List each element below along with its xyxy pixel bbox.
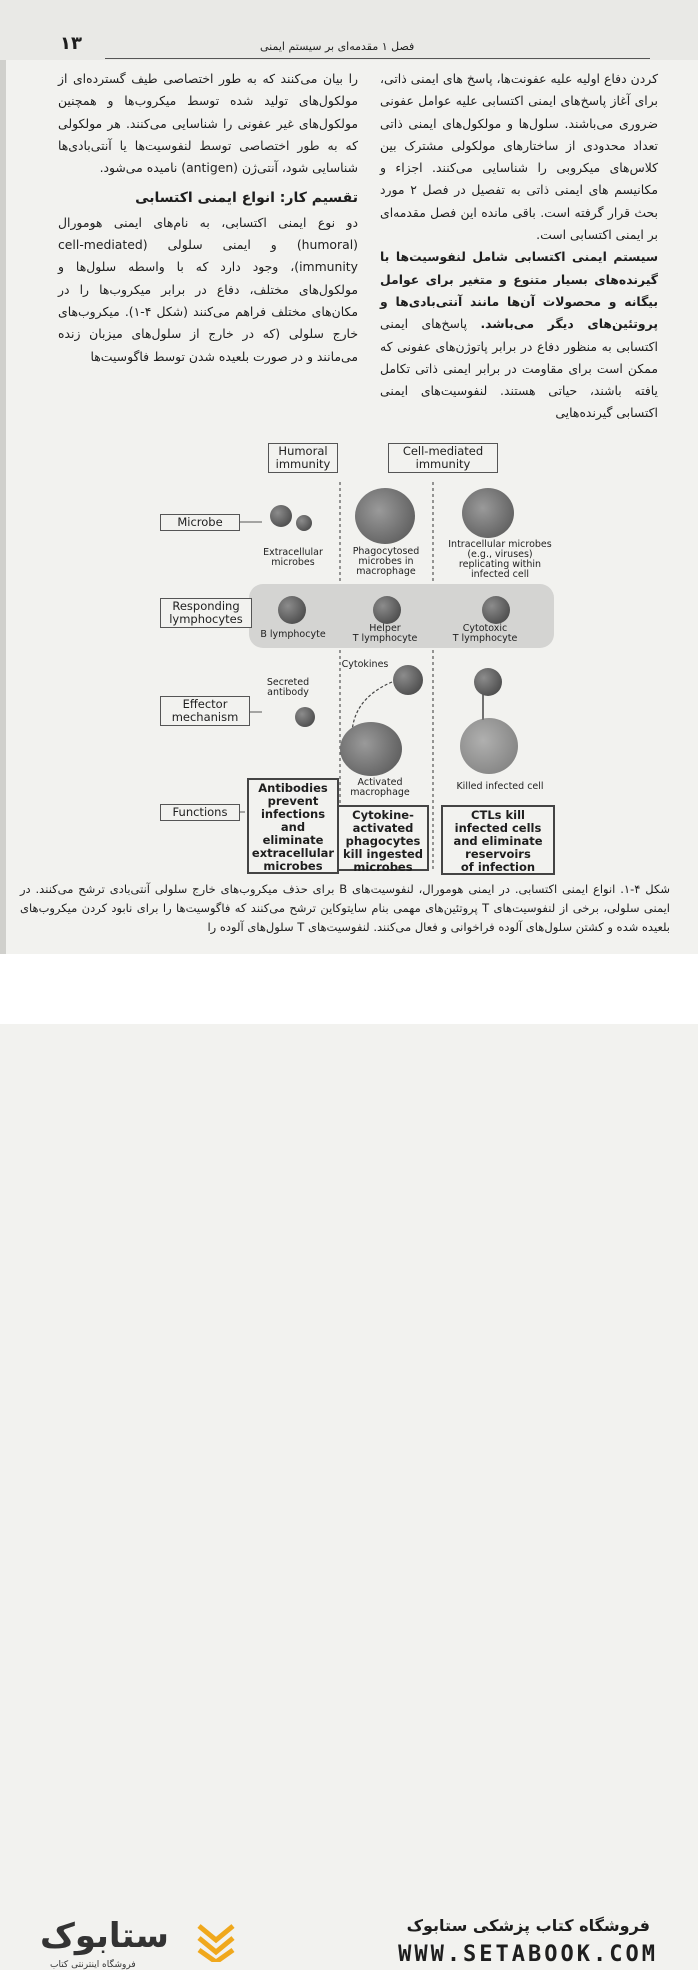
store-name: فروشگاه کتاب پزشکی ستابوک (406, 1916, 650, 1935)
left-paragraph-1: را بیان می‌کنند که به طور اختصاصی طیف گسترده‌ای از مولکول‌های تولید شده توسط میکروب‌ها و همچنین مولکول‌های غیر عفونی را شناسایی می‌کنند. هر مولکولی که به طور اختصاصی توسط لنفوسیت‌ها یا آنتی‌بادی‌ها شناسایی شود، آنتی‌ژن (antigen) نامیده می‌شود. (58, 71, 358, 176)
cytotoxic-t-cell-icon (482, 596, 510, 624)
label-secreted-antibody: Secreted antibody (266, 677, 310, 698)
page-number: ۱۳ (60, 33, 82, 54)
helper-t-effector-icon (393, 665, 423, 695)
section-title: تقسیم کار: انواع ایمنی اکتسابی (135, 190, 358, 207)
right-paragraph-2-bold: سیستم ایمنی اکتسابی شامل لنفوسیت‌ها با گیرنده‌های بسیار متنوع و متغیر برای عوامل بیگانه و محصولات آن‌ها مانند آنتی‌بادی‌ها و پروتئین‌های دیگر می‌باشد. (380, 249, 658, 332)
store-logo-subtitle: فروشگاه اینترنتی کتاب (50, 1960, 136, 1970)
cell-mediated-header: Cell-mediated immunity (388, 443, 498, 473)
antibody-microbe-icon (295, 707, 315, 727)
figure-caption: شکل ۴-۱. انواع ایمنی اکتسابی. در ایمنی هومورال، لنفوسیت‌های B برای حذف میکروب‌های خارج سلولی آنتی‌بادی ترشح می‌کنند. در ایمنی سلولی، برخی از لنفوسیت‌های T پروتئین‌های مهمی بنام سایتوکاین ترشح می‌کنند که فاگوسیت‌ها را برای نابود کردن میکروب‌های بلعیده شده و کشتن سلول‌های آلوده فراخوانی و فعال می‌کنند. لنفوسیت‌های T سلول‌های آلوده را (20, 882, 670, 934)
row-label-microbe: Microbe (160, 514, 240, 531)
store-logo: ستابوک (40, 1916, 169, 1956)
label-phagocytosed: Phagocytosed microbes in macrophage (352, 546, 420, 577)
label-cytokines: Cytokines (341, 659, 389, 670)
label-cytotoxic-t: Cytotoxic T lymphocyte (452, 623, 518, 644)
extracellular-microbe-icon (270, 505, 292, 527)
left-paragraph-2: دو نوع ایمنی اکتسابی، به نام‌های ایمنی هومورال (humoral) و ایمنی سلولی (cell-mediated immunity)، وجود دارد که با واسطه سلول‌ها و مولکول‌های مختلف، دفاع در برابر میکروب‌ها را در مکان‌های مختلف فراهم می‌کنند (شکل ۴-۱). میکروب‌های خارج سلولی (که در خارج از سلول‌های میزبان زنده می‌مانند و در صورت بلعیده شدن توسط فاگوسیت‌ها (58, 214, 358, 364)
b-lymphocyte-icon (278, 596, 306, 624)
chevron-logo-icon (195, 1922, 237, 1962)
label-activated-macrophage: Activated macrophage (350, 777, 410, 798)
function-ctls: CTLs kill infected cells and eliminate reservoirs of infection (441, 805, 555, 875)
function-antibodies: Antibodies prevent infections and eliminate extracellular microbes (247, 778, 339, 874)
helper-t-cell-icon (373, 596, 401, 624)
label-extracellular: Extracellular microbes (263, 547, 323, 568)
humoral-immunity-header: Humoral immunity (268, 443, 338, 473)
killed-infected-cell-icon (460, 718, 518, 774)
label-intracellular: Intracellular microbes (e.g., viruses) replicating within infected cell (448, 539, 552, 580)
right-paragraph-2-rest: پاسخ‌های ایمنی اکتسابی به منظور دفاع در برابر پاتوژن‌های عفونی که ممکن است برای مقاومت در برابر ایمنی ذاتی تکامل یافته باشند، حیاتی هستند. لنفوسیت‌های ایمنی اکتسابی گیرنده‌هایی (380, 316, 658, 421)
row-label-functions: Functions (160, 804, 240, 821)
label-killed-infected: Killed infected cell (456, 781, 544, 792)
store-url[interactable]: WWW.SETABOOK.COM (398, 1942, 658, 1967)
store-footer (0, 954, 698, 1970)
infected-cell-icon (462, 488, 514, 538)
row-label-responding: Responding lymphocytes (160, 598, 252, 628)
right-paragraph-1: کردن دفاع اولیه علیه عفونت‌ها، پاسخ های ایمنی ذاتی، برای آغاز پاسخ‌های ایمنی اکتسابی علیه عوامل عفونی ضروری می‌باشند. سلول‌ها و مولکول‌های ایمنی ذاتی تعداد محدودی از ساختارهای مولکولی مشترک بین کلاس‌های میکروبی را شناسایی می‌کنند. اجزاء و مکانیسم های ایمنی ذاتی به تفصیل در فصل ۲ مورد بحث قرار گرفته است. باقی مانده این فصل مقدمه‌ای بر ایمنی اکتسابی است. (380, 71, 658, 243)
extracellular-microbe-icon (296, 515, 312, 531)
ctl-effector-icon (474, 668, 502, 696)
running-title: فصل ۱ مقدمه‌ای بر سیستم ایمنی (260, 40, 415, 53)
macrophage-icon (355, 488, 415, 544)
label-b-lymphocyte: B lymphocyte (260, 629, 326, 640)
row-label-effector: Effector mechanism (160, 696, 250, 726)
function-cytokines: Cytokine- activated phagocytes kill ingested microbes (337, 805, 429, 871)
label-helper-t: Helper T lymphocyte (352, 623, 418, 644)
activated-macrophage-icon (340, 722, 402, 776)
